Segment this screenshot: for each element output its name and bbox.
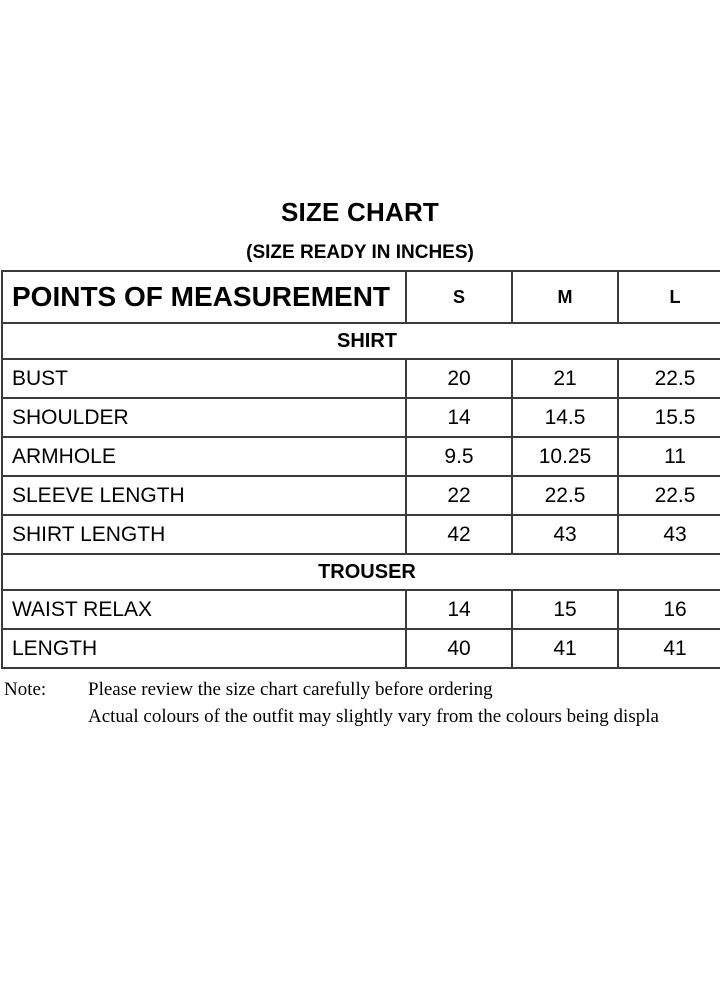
size-header-s: S	[406, 271, 512, 323]
row-label: SHIRT LENGTH	[2, 515, 406, 554]
row-label: SLEEVE LENGTH	[2, 476, 406, 515]
row-label: ARMHOLE	[2, 437, 406, 476]
table-row	[2, 398, 720, 437]
section-row-shirt	[2, 323, 720, 359]
value-cell: 14.5	[512, 398, 618, 437]
size-header-l: L	[618, 271, 720, 323]
value-cell: 43	[512, 515, 618, 554]
size-header-m: M	[512, 271, 618, 323]
value-cell: 10.25	[512, 437, 618, 476]
table-row	[2, 359, 720, 398]
value-cell: 43	[618, 515, 720, 554]
chart-title: SIZE CHART	[281, 197, 439, 227]
value-cell: 14	[406, 398, 512, 437]
value-cell: 42	[406, 515, 512, 554]
table-row	[2, 515, 720, 554]
section-title: TROUSER	[2, 554, 720, 590]
section-title: SHIRT	[2, 323, 720, 359]
value-cell: 22.5	[618, 476, 720, 515]
row-label: WAIST RELAX	[2, 590, 406, 629]
note-text: Actual colours of the outfit may slightly vary from the colours being displa	[88, 706, 659, 727]
value-cell: 15.5	[618, 398, 720, 437]
value-cell: 20	[406, 359, 512, 398]
note-line	[4, 703, 720, 730]
value-cell: 41	[512, 629, 618, 668]
table-row	[2, 437, 720, 476]
table-row	[2, 629, 720, 668]
note-label: Note:	[4, 679, 47, 700]
measurement-header: POINTS OF MEASUREMENT	[2, 271, 406, 323]
row-label: LENGTH	[2, 629, 406, 668]
value-cell: 11	[618, 437, 720, 476]
section-row-trouser	[2, 554, 720, 590]
value-cell: 22	[406, 476, 512, 515]
table-row	[2, 590, 720, 629]
row-label: BUST	[2, 359, 406, 398]
value-cell: 21	[512, 359, 618, 398]
notes-block	[4, 676, 720, 730]
size-table	[1, 270, 720, 669]
value-cell: 22.5	[512, 476, 618, 515]
value-cell: 16	[618, 590, 720, 629]
table-row	[2, 476, 720, 515]
value-cell: 15	[512, 590, 618, 629]
value-cell: 22.5	[618, 359, 720, 398]
row-label: SHOULDER	[2, 398, 406, 437]
note-text: Please review the size chart carefully before ordering	[88, 679, 493, 700]
table-header-row	[2, 271, 720, 323]
note-line	[4, 676, 720, 703]
value-cell: 41	[618, 629, 720, 668]
value-cell: 9.5	[406, 437, 512, 476]
value-cell: 40	[406, 629, 512, 668]
value-cell: 14	[406, 590, 512, 629]
chart-subtitle: (SIZE READY IN INCHES)	[246, 242, 474, 263]
size-table-container	[1, 270, 720, 669]
